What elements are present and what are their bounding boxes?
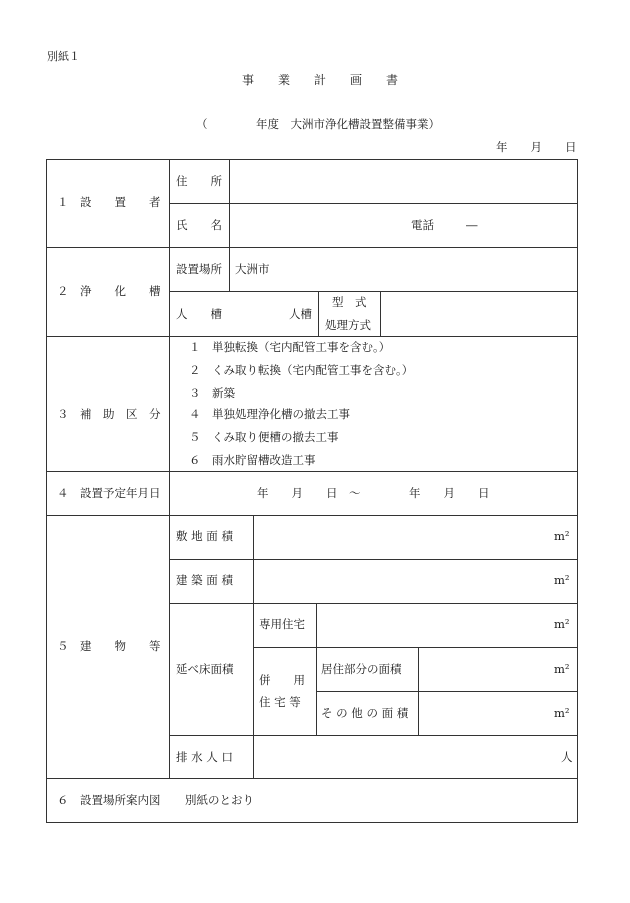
date-to[interactable]: 年 月 日 — [409, 486, 490, 500]
site-area-field[interactable] — [255, 517, 549, 558]
name-field[interactable] — [231, 205, 406, 246]
section-label-septic-tank: ２ 浄 化 槽 — [57, 284, 161, 298]
combined-use-label: 住 宅 等 — [259, 695, 301, 709]
building-area-field[interactable] — [255, 561, 549, 602]
capacity-label: 人 槽 — [176, 307, 222, 321]
combined-use-label: 併 用 — [259, 673, 305, 687]
section-label-building: ５ 建 物 等 — [57, 639, 161, 653]
subtitle-paren: （ — [196, 117, 208, 131]
subsidy-option[interactable]: ６ 雨水貯留槽改造工事 — [189, 453, 316, 467]
site-area-label: 敷 地 面 積 — [176, 529, 233, 543]
document-date: 年 月 日 — [496, 140, 577, 154]
date-from[interactable]: 年 月 日 ～ — [257, 486, 361, 500]
subsidy-option[interactable]: ５ くみ取り便槽の撤去工事 — [189, 430, 339, 444]
name-label: 氏 名 — [176, 218, 222, 232]
section-label-scheduled-date: ４ 設置予定年月日 — [57, 486, 161, 500]
address-label: 住 所 — [176, 174, 222, 188]
subsidy-option[interactable]: ４ 単独処理浄化槽の撤去工事 — [189, 407, 350, 421]
drain-population-label: 排 水 人 口 — [176, 750, 233, 764]
model-method-field[interactable] — [382, 293, 576, 335]
other-area-unit: m² — [554, 706, 570, 720]
dedicated-housing-label: 専用住宅 — [259, 617, 305, 631]
building-area-unit: m² — [554, 573, 570, 587]
site-area-unit: m² — [554, 529, 570, 543]
location-field[interactable] — [272, 249, 576, 290]
other-area-label: そ の 他 の 面 積 — [321, 706, 409, 720]
dedicated-housing-unit: m² — [554, 617, 570, 631]
subtitle: 年度 大洲市浄化槽設置整備事業） — [256, 117, 440, 131]
residential-area-unit: m² — [554, 662, 570, 676]
subsidy-option[interactable]: ３ 新築 — [189, 386, 235, 400]
annex-label: 別紙１ — [47, 50, 80, 63]
drain-population-unit: 人 — [561, 750, 573, 764]
floor-area-label: 延べ床面積 — [176, 662, 234, 676]
section-label-location-map: ６ 設置場所案内図 — [57, 793, 161, 807]
model-label: 型 式 — [332, 295, 367, 309]
section-label-subsidy-category: ３ 補 助 区 分 — [57, 407, 161, 421]
page-title: 事 業 計 画 書 — [242, 73, 399, 87]
residential-area-label: 居住部分の面積 — [321, 662, 402, 676]
building-area-label: 建 築 面 積 — [176, 573, 233, 587]
phone-label: 電話 — [411, 218, 434, 232]
subsidy-option[interactable]: ２ くみ取り転換（宅内配管工事を含む。） — [189, 363, 414, 377]
drain-population-field[interactable] — [255, 737, 555, 777]
residential-area-field[interactable] — [420, 649, 549, 690]
section-label-installer: １ 設 置 者 — [57, 195, 161, 209]
location-map-value: 別紙のとおり — [185, 793, 254, 807]
capacity-field[interactable] — [230, 293, 286, 335]
address-field[interactable] — [231, 161, 576, 202]
location-value: 大洲市 — [235, 262, 270, 276]
location-label: 設置場所 — [176, 262, 222, 276]
method-label: 処理方式 — [325, 318, 371, 332]
phone-separator: ― — [466, 218, 478, 232]
capacity-unit: 人槽 — [289, 307, 312, 321]
other-area-field[interactable] — [420, 693, 549, 734]
dedicated-housing-field[interactable] — [318, 605, 549, 646]
subsidy-option[interactable]: １ 単独転換（宅内配管工事を含む。） — [189, 340, 391, 354]
